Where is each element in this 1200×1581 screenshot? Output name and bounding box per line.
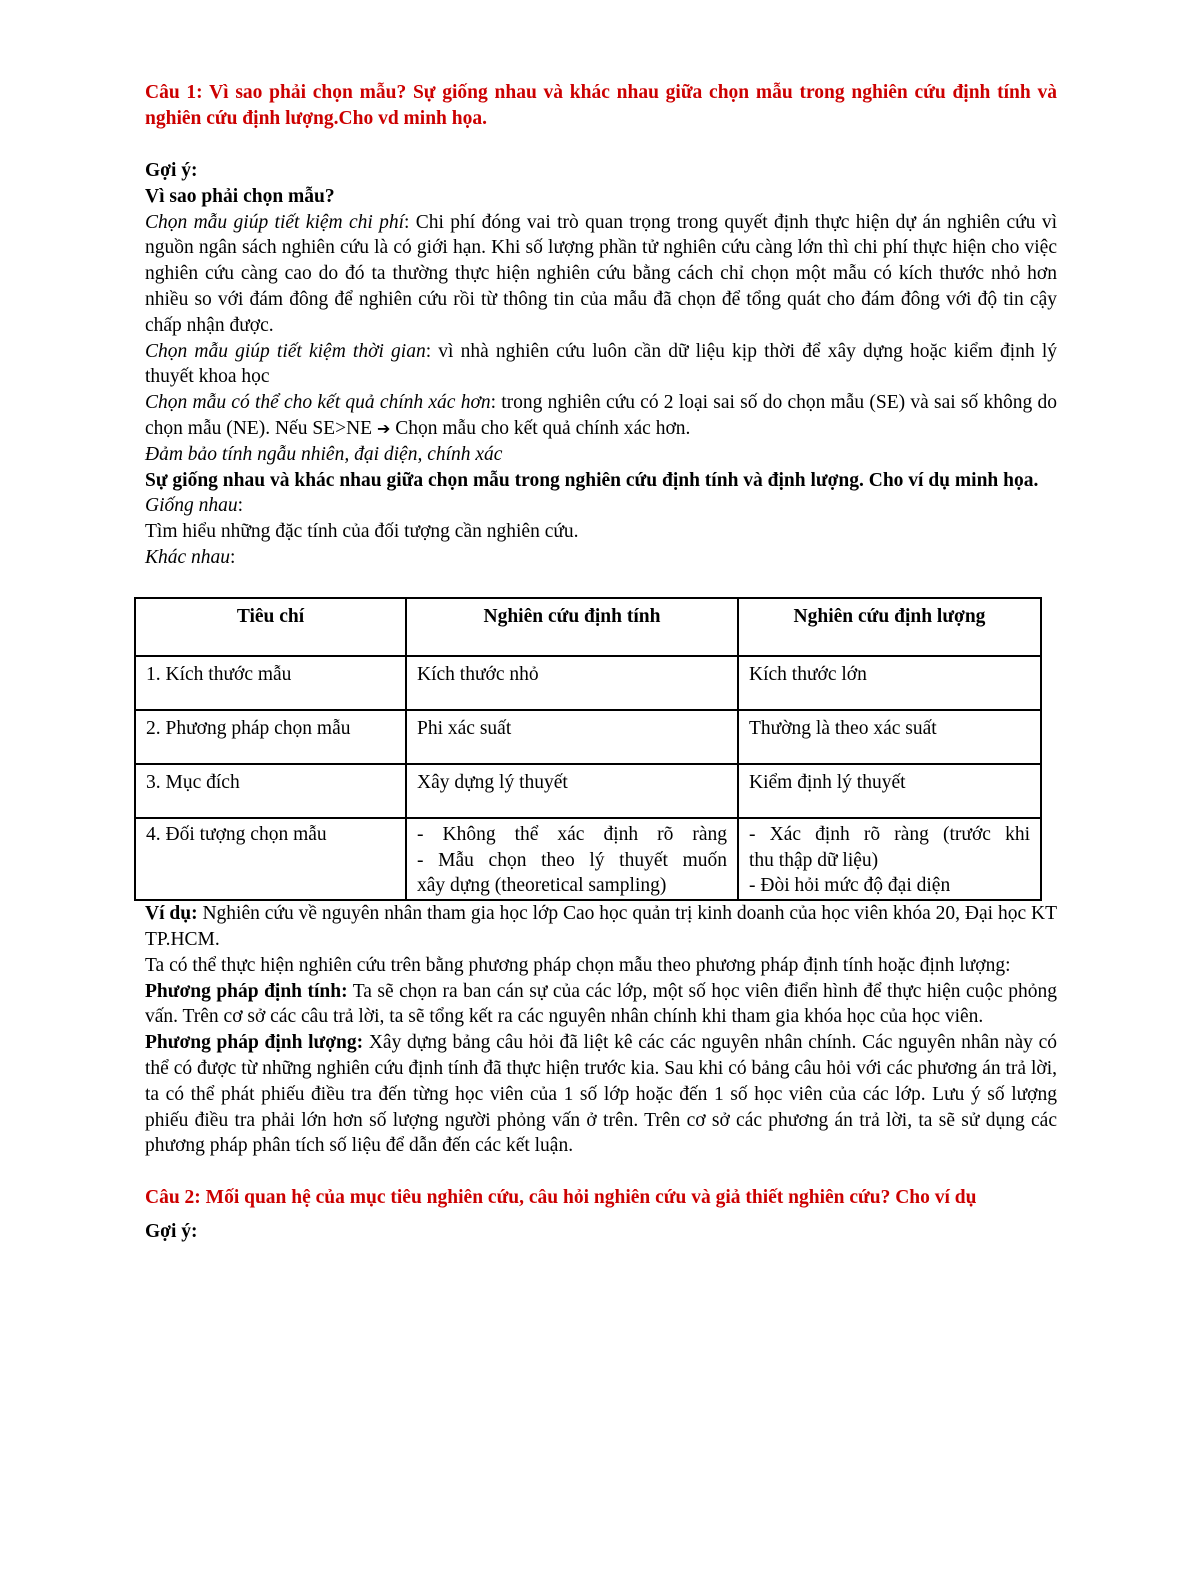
table-cell: 2. Phương pháp chọn mẫu	[135, 710, 406, 764]
reason-randomness: Đảm bảo tính ngẫu nhiên, đại diện, chính xác	[145, 443, 503, 465]
reason-cost-text: : Chi phí đóng vai trò quan trọng trong quyết định thực hiện dự án nghiên cứu vì nguồn ngân sách nghiên cứu là có giới hạn. Khi số lượng phần tử nghiên cứu càng lớn thì chi phí thực hiện cho việc nghiên cứu càng cao do đó ta thường thực hiện nghiên cứu bằng cách chỉ chọn một mẫu có kích thước nhỏ hơn nhiều so với đám đông để nghiên cứu rồi từ thông tin của mẫu đã chọn để tổng quát cho đám đông với độ tin cậy chấp nhận được.	[145, 211, 1057, 336]
table-row	[135, 818, 1041, 900]
right-arrow-icon: ➔	[376, 418, 391, 438]
example-paragraph	[145, 901, 1057, 953]
table-row	[135, 764, 1041, 818]
question-2-title: Câu 2: Mối quan hệ của mục tiêu nghiên cứu, câu hỏi nghiên cứu và giả thiết nghiên cứu? Cho ví dụ	[145, 1187, 977, 1209]
table-cell: Kiểm định lý thuyết	[738, 764, 1041, 818]
table-header-row	[135, 598, 1041, 656]
reason-time	[145, 339, 1057, 391]
cell-line: thu thập dữ liệu)	[749, 849, 879, 871]
table-cell-multiline	[738, 818, 1041, 900]
comparison-table	[134, 597, 1042, 901]
same-colon: :	[237, 495, 244, 517]
reason-time-label: Chọn mẫu giúp tiết kiệm thời gian	[145, 340, 426, 362]
quantitative-method-text: Xây dựng bảng câu hỏi đã liệt kê các các nguyên nhân chính. Các nguyên nhân này có thể có được từ những nghiên cứu định tính đã thực hiện trước kia. Sau khi có bảng câu hỏi với các phương án trả lời, ta có thể phát phiếu điều tra đến từng học viên của 1 số lớp hoặc đến 1 số học viên của các lớp. Lưu ý số lượng phiếu điều tra phải lớn hơn số lượng người phỏng vấn ở trên. Trên cơ sở các phương án trả lời, ta sẽ sử dụng các phương pháp phân tích số liệu để dẫn đến các kết luận.	[145, 1032, 1057, 1157]
document-page	[145, 80, 1057, 1245]
example-text: Nghiên cứu về nguyên nhân tham gia học lớp Cao học quản trị kinh doanh của học viên khóa 20, Đại học KT TP.HCM.	[145, 903, 1057, 950]
why-sampling-heading: Vì sao phải chọn mẫu?	[145, 185, 335, 207]
reason-cost-label: Chọn mẫu giúp tiết kiệm chi phí	[145, 211, 405, 233]
qualitative-method-paragraph	[145, 979, 1057, 1031]
example-intro: Ta có thể thực hiện nghiên cứu trên bằng phương pháp chọn mẫu theo phương pháp định tính hoặc định lượng:	[145, 954, 1011, 976]
cell-line: xây dựng (theoretical sampling)	[417, 875, 667, 897]
quantitative-method-paragraph	[145, 1030, 1057, 1159]
question-2-hint-label: Gợi ý:	[145, 1221, 198, 1243]
table-cell: 3. Mục đích	[135, 764, 406, 818]
comparison-table-wrapper	[134, 597, 1040, 901]
table-cell: 4. Đối tượng chọn mẫu	[135, 818, 406, 900]
qualitative-method-label: Phương pháp định tính:	[145, 980, 348, 1002]
table-cell: Thường là theo xác suất	[738, 710, 1041, 764]
reason-cost	[145, 210, 1057, 339]
diff-label-line	[145, 545, 1057, 571]
table-cell: Kích thước nhỏ	[406, 656, 738, 710]
quantitative-method-label: Phương pháp định lượng:	[145, 1032, 364, 1054]
table-cell: Kích thước lớn	[738, 656, 1041, 710]
question-1-title: Câu 1: Vì sao phải chọn mẫu? Sự giống nhau và khác nhau giữa chọn mẫu trong nghiên cứu định tính và nghiên cứu định lượng.Cho vd minh họa.	[145, 82, 1057, 129]
same-text: Tìm hiểu những đặc tính của đối tượng cần nghiên cứu.	[145, 521, 579, 543]
reason-accuracy-label: Chọn mẫu có thể cho kết quả chính xác hơn	[145, 392, 491, 414]
table-header-quantitative: Nghiên cứu định lượng	[738, 598, 1041, 656]
table-cell: Xây dựng lý thuyết	[406, 764, 738, 818]
table-cell-multiline	[406, 818, 738, 900]
table-row	[135, 710, 1041, 764]
table-cell: 1. Kích thước mẫu	[135, 656, 406, 710]
table-row	[135, 656, 1041, 710]
same-label-line	[145, 493, 1057, 519]
reason-time-text: : vì nhà nghiên cứu luôn cần dữ liệu kịp thời để xây dựng hoặc kiểm định lý thuyết khoa học	[145, 340, 1058, 388]
hint-label: Gợi ý:	[145, 160, 198, 181]
cell-line: - Không thể xác định rõ ràng	[417, 823, 727, 845]
compare-heading: Sự giống nhau và khác nhau giữa chọn mẫu trong nghiên cứu định tính và định lượng. Cho ví dụ minh họa.	[145, 469, 1039, 491]
cell-line: - Mẫu chọn theo lý thuyết muốn	[417, 849, 727, 871]
reason-accuracy	[145, 390, 1057, 442]
table-header-qualitative: Nghiên cứu định tính	[406, 598, 738, 656]
cell-line: - Xác định rõ ràng (trước khi	[749, 823, 1030, 845]
diff-label: Khác nhau	[145, 546, 231, 568]
same-label: Giống nhau	[145, 495, 238, 517]
reason-accuracy-text: : trong nghiên cứu có 2 loại sai số do chọn mẫu (SE) và sai số không do chọn mẫu (NE). Nếu SE>NE	[145, 392, 1057, 439]
diff-colon: :	[230, 546, 236, 568]
table-header-criterion: Tiêu chí	[135, 598, 406, 656]
table-cell: Phi xác suất	[406, 710, 738, 764]
reason-accuracy-tail: Chọn mẫu cho kết quả chính xác hơn.	[390, 417, 691, 439]
qualitative-method-text: Ta sẽ chọn ra ban cán sự của các lớp, một số học viên điển hình để thực hiện cuộc phỏng vấn. Trên cơ sở các câu trả lời, ta sẽ tổng kết ra các nguyên nhân chính khi tham gia khóa học của học viên.	[145, 980, 1057, 1028]
cell-line: - Đòi hỏi mức độ đại diện	[749, 875, 951, 897]
example-label: Ví dụ:	[145, 903, 198, 925]
